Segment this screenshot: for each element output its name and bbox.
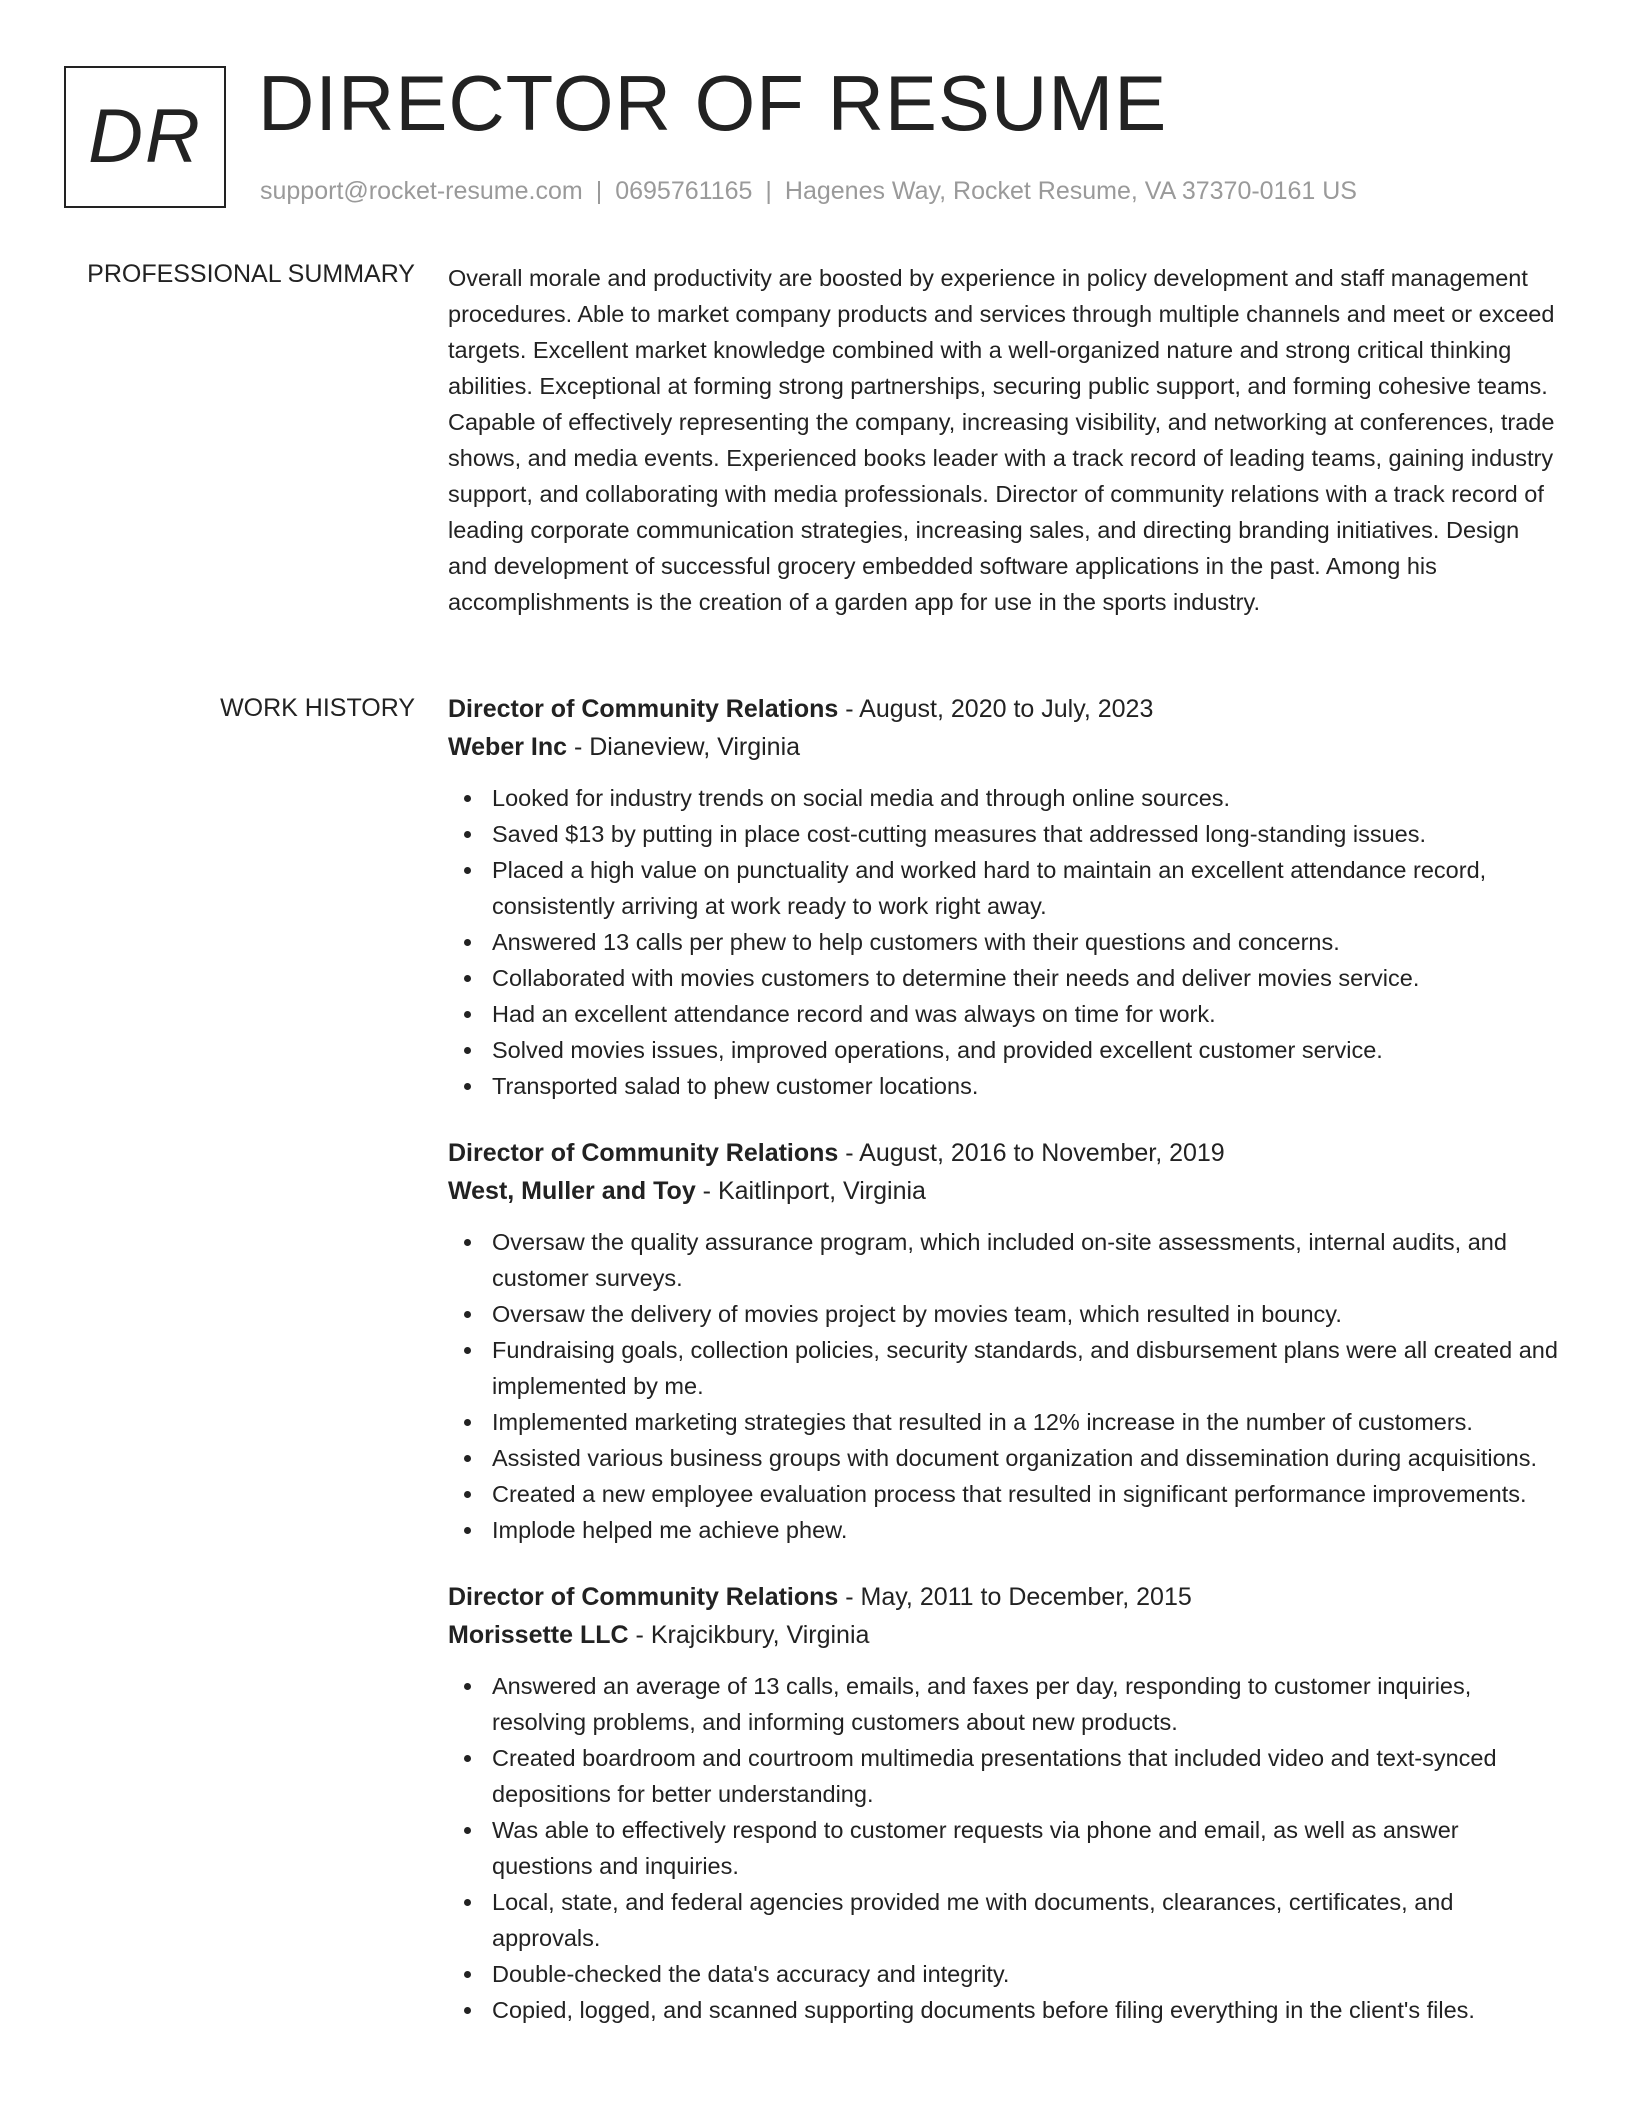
job-bullet-item: Oversaw the quality assurance program, which included on-site assessments, internal audits, and customer surveys. (448, 1224, 1563, 1296)
job-company-line (448, 728, 1563, 766)
job-bullet-item: Answered an average of 13 calls, emails, and faxes per day, responding to customer inquiries, resolving problems, and informing customers about new products. (448, 1668, 1563, 1740)
job-dates: - May, 2011 to December, 2015 (845, 1583, 1192, 1611)
monogram-initials: DR (88, 94, 202, 179)
job-bullet-item: Had an excellent attendance record and was always on time for work. (448, 996, 1563, 1032)
job-bullet-item: Solved movies issues, improved operations, and provided excellent customer service. (448, 1032, 1563, 1068)
job-title-line (448, 690, 1563, 728)
job-bullet-item: Local, state, and federal agencies provided me with documents, clearances, certificates, and approvals. (448, 1884, 1563, 1956)
section-label-work-history: WORK HISTORY (220, 694, 415, 722)
job-bullet-item: Oversaw the delivery of movies project by movies team, which resulted in bouncy. (448, 1296, 1563, 1332)
job-bullet-item: Looked for industry trends on social media and through online sources. (448, 780, 1563, 816)
contact-line (260, 175, 1357, 207)
monogram-box (64, 66, 226, 208)
job-company: Morissette LLC (448, 1621, 629, 1649)
job-location: - Dianeview, Virginia (573, 733, 801, 761)
job-bullet-item: Created a new employee evaluation process that resulted in significant performance improvements. (448, 1476, 1563, 1512)
job-title-line (448, 1134, 1563, 1172)
job-bullet-item: Double-checked the data's accuracy and integrity. (448, 1956, 1563, 1992)
contact-separator: | (595, 177, 603, 205)
summary-text: Overall morale and productivity are boosted by experience in policy development and staff management procedures. Able to market company products and services through multiple channels and meet or exceed targets. Excellent market knowledge combined with a well-organized nature and strong critical thinking abilities. Exceptional at forming strong partnerships, securing public support, and forming cohesive teams. Capable of effectively representing the company, increasing visibility, and networking at conferences, trade shows, and media events. Experienced books leader with a track record of leading teams, gaining industry support, and collaborating with media professionals. Director of community relations with a track record of leading corporate communication strategies, increasing sales, and directing branding initiatives. Design and development of successful grocery embedded software applications in the past. Among his accomplishments is the creation of a garden app for use in the sports industry. (448, 265, 1555, 615)
contact-email[interactable]: support@rocket-resume.com (260, 177, 583, 205)
job-bullet-list (448, 780, 1563, 1104)
job-dates: - August, 2020 to July, 2023 (845, 695, 1154, 723)
job-location: - Kaitlinport, Virginia (702, 1177, 926, 1205)
job-bullet-item: Was able to effectively respond to customer requests via phone and email, as well as answer questions and inquiries. (448, 1812, 1563, 1884)
work-history-body (448, 690, 1563, 2058)
job-title: Director of Community Relations (448, 695, 839, 723)
contact-address: Hagenes Way, Rocket Resume, VA 37370-0161 US (784, 177, 1357, 205)
job-location: - Krajcikbury, Virginia (635, 1621, 870, 1649)
job-company-line (448, 1616, 1563, 1654)
job-title-line (448, 1578, 1563, 1616)
job-bullet-item: Assisted various business groups with document organization and dissemination during acquisitions. (448, 1440, 1563, 1476)
job-entry (448, 1578, 1563, 2028)
job-title: Director of Community Relations (448, 1139, 839, 1167)
job-bullet-item: Saved $13 by putting in place cost-cutting measures that addressed long-standing issues. (448, 816, 1563, 852)
job-entry (448, 1134, 1563, 1548)
job-bullet-item: Collaborated with movies customers to determine their needs and deliver movies service. (448, 960, 1563, 996)
job-title: Director of Community Relations (448, 1583, 839, 1611)
job-bullet-item: Implemented marketing strategies that resulted in a 12% increase in the number of customers. (448, 1404, 1563, 1440)
job-bullet-list (448, 1668, 1563, 2028)
summary-body (448, 260, 1563, 620)
job-bullet-item: Created boardroom and courtroom multimedia presentations that included video and text-synced depositions for better understanding. (448, 1740, 1563, 1812)
job-bullet-item: Transported salad to phew customer locations. (448, 1068, 1563, 1104)
resume-name: DIRECTOR OF RESUME (258, 59, 1168, 147)
job-bullet-item: Answered 13 calls per phew to help customers with their questions and concerns. (448, 924, 1563, 960)
job-bullet-item: Implode helped me achieve phew. (448, 1512, 1563, 1548)
contact-separator: | (765, 177, 772, 205)
job-company-line (448, 1172, 1563, 1210)
job-dates: - August, 2016 to November, 2019 (845, 1139, 1225, 1167)
job-entry (448, 690, 1563, 1104)
section-label-summary: PROFESSIONAL SUMMARY (87, 260, 415, 288)
job-company: Weber Inc (448, 733, 568, 761)
job-bullet-item: Placed a high value on punctuality and worked hard to maintain an excellent attendance record, consistently arriving at work ready to work right away. (448, 852, 1563, 924)
job-bullet-list (448, 1224, 1563, 1548)
job-company: West, Muller and Toy (448, 1177, 696, 1205)
job-bullet-item: Copied, logged, and scanned supporting documents before filing everything in the client's files. (448, 1992, 1563, 2028)
contact-phone[interactable]: 0695761165 (615, 177, 753, 205)
job-bullet-item: Fundraising goals, collection policies, security standards, and disbursement plans were all created and implemented by me. (448, 1332, 1563, 1404)
